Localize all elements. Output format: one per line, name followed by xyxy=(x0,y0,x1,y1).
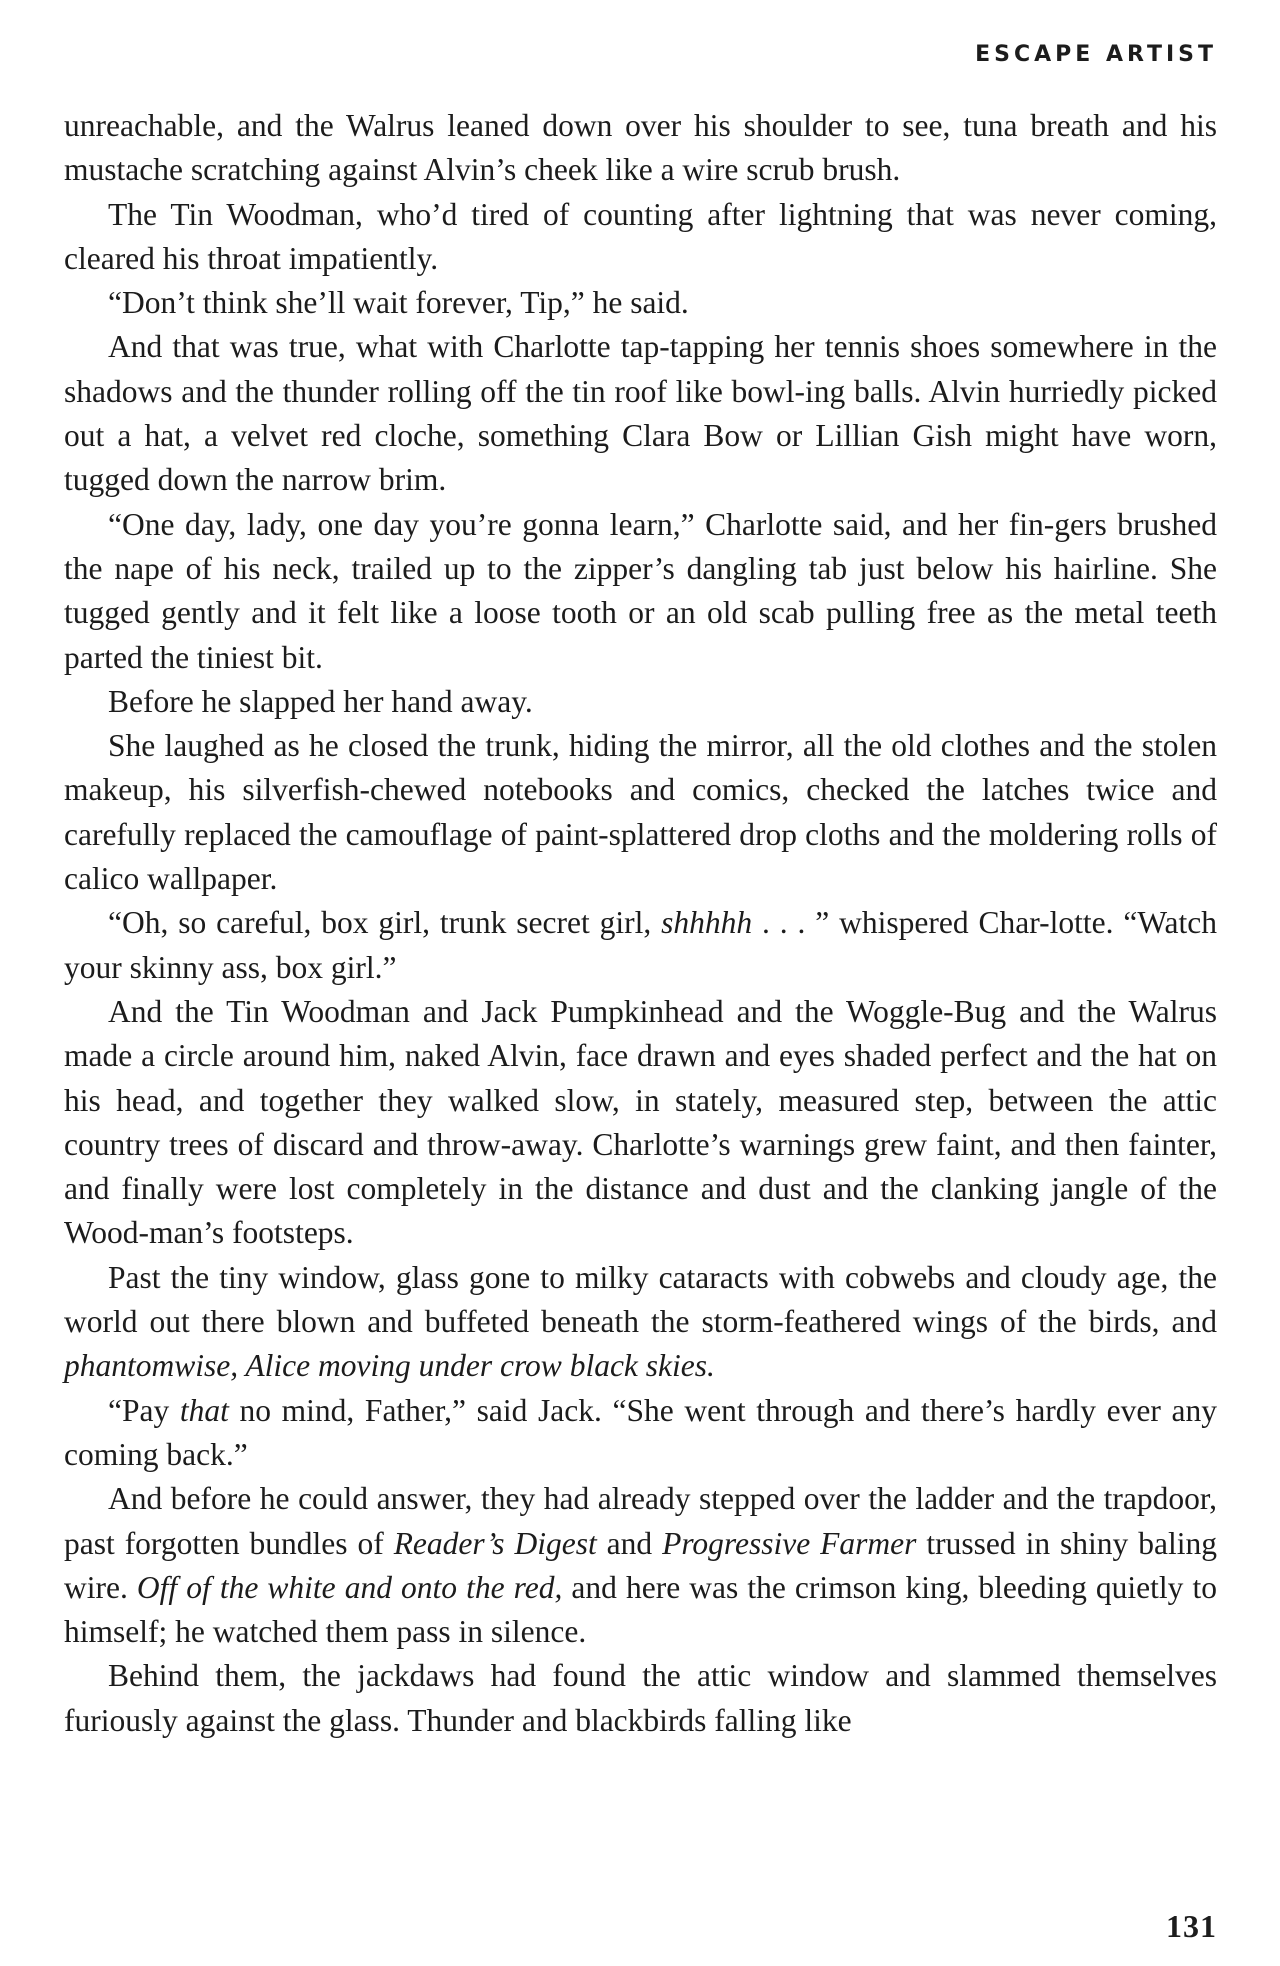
paragraph xyxy=(64,1256,1217,1389)
text-run: And before he could answer, they had already stepped over the ladder and the trapdoor, past forgotten bundles of xyxy=(64,1481,1217,1561)
text-run: And that was true, what with Charlotte tap-tapping her tennis shoes somewhere in the shadows and the thunder rolling off the tin roof like bowl-ing balls. Alvin hurriedly picked out a hat, a velvet red cloche, something Clara Bow or Lillian Gish might have worn, tugged down the narrow brim. xyxy=(64,329,1217,498)
text-run: “Pay xyxy=(108,1392,180,1428)
text-run: And the Tin Woodman and Jack Pumpkinhead and the Woggle-Bug and the Walrus made a circle around him, naked Alvin, face drawn and eyes shaded perfect and the hat on his head, and together they walked slow, in stately, measured step, between the attic country trees of discard and throw-away. Charlotte’s warnings grew faint, and then fainter, and finally were lost completely in the distance and dust and the clanking jangle of the Wood-man’s footsteps. xyxy=(64,993,1217,1251)
paragraph xyxy=(64,193,1217,282)
body-text xyxy=(64,104,1217,1743)
italic-text: that xyxy=(179,1392,229,1428)
text-run: unreachable, and the Walrus leaned down over his shoulder to see, tuna breath and his mustache scratching against Alvin’s cheek like a wire scrub brush. xyxy=(64,108,1217,188)
paragraph xyxy=(64,1389,1217,1478)
text-run: trussed in shiny baling wire. xyxy=(64,1525,1217,1605)
paragraph xyxy=(64,724,1217,901)
text-run: Before he slapped her hand away. xyxy=(108,683,533,719)
italic-text: Progressive Farmer xyxy=(662,1525,917,1561)
italic-text: phantomwise, Alice moving under crow black skies. xyxy=(64,1348,715,1384)
text-run: and xyxy=(596,1525,663,1561)
italic-text: shhhhh xyxy=(661,905,753,941)
book-page xyxy=(64,0,1217,1966)
text-run: “Don’t think she’ll wait forever, Tip,” he said. xyxy=(108,285,689,321)
paragraph xyxy=(64,281,1217,325)
running-head: ESCAPE ARTIST xyxy=(975,42,1217,67)
text-run: and here was the crimson king, bleeding quietly to himself; he watched them pass in silence. xyxy=(64,1569,1217,1650)
paragraph xyxy=(64,990,1217,1256)
italic-text: Off of the white and onto the red, xyxy=(136,1569,563,1605)
paragraph xyxy=(64,1477,1217,1654)
text-run: . . . ” whispered Char-lotte. “Watch your skinny ass, box girl.” xyxy=(64,905,1217,985)
italic-text: Reader’s Digest xyxy=(393,1525,597,1561)
paragraph xyxy=(64,325,1217,502)
text-run: “One day, lady, one day you’re gonna learn,” Charlotte said, and her fin-gers brushed the nape of his neck, trailed up to the zipper’s dangling tab just below his hairline. She tugged gently and it felt like a loose tooth or an old scab pulling free as the metal teeth parted the tiniest bit. xyxy=(64,506,1217,675)
text-run: She laughed as he closed the trunk, hiding the mirror, all the old clothes and the stolen makeup, his silverfish-chewed notebooks and comics, checked the latches twice and carefully replaced the camouflage of paint-splattered drop cloths and the moldering rolls of calico wallpaper. xyxy=(64,728,1217,897)
text-run: “Oh, so careful, box girl, trunk secret girl, xyxy=(108,905,662,941)
text-run: Past the tiny window, glass gone to milky cataracts with cobwebs and cloudy age, the world out there blown and buffeted beneath the storm-feathered wings of the birds, and xyxy=(64,1259,1217,1340)
text-run: no mind, Father,” said Jack. “She went through and there’s hardly ever any coming back.” xyxy=(64,1392,1217,1472)
paragraph xyxy=(64,503,1217,680)
text-run: The Tin Woodman, who’d tired of counting after lightning that was never coming, cleared his throat impatiently. xyxy=(64,196,1217,276)
paragraph xyxy=(64,680,1217,724)
text-run: Behind them, the jackdaws had found the attic window and slammed themselves furiously against the glass. Thunder and blackbirds falling like xyxy=(64,1658,1217,1738)
page-number: 131 xyxy=(1166,1908,1217,1944)
paragraph xyxy=(64,104,1217,193)
paragraph xyxy=(64,901,1217,990)
paragraph xyxy=(64,1654,1217,1743)
